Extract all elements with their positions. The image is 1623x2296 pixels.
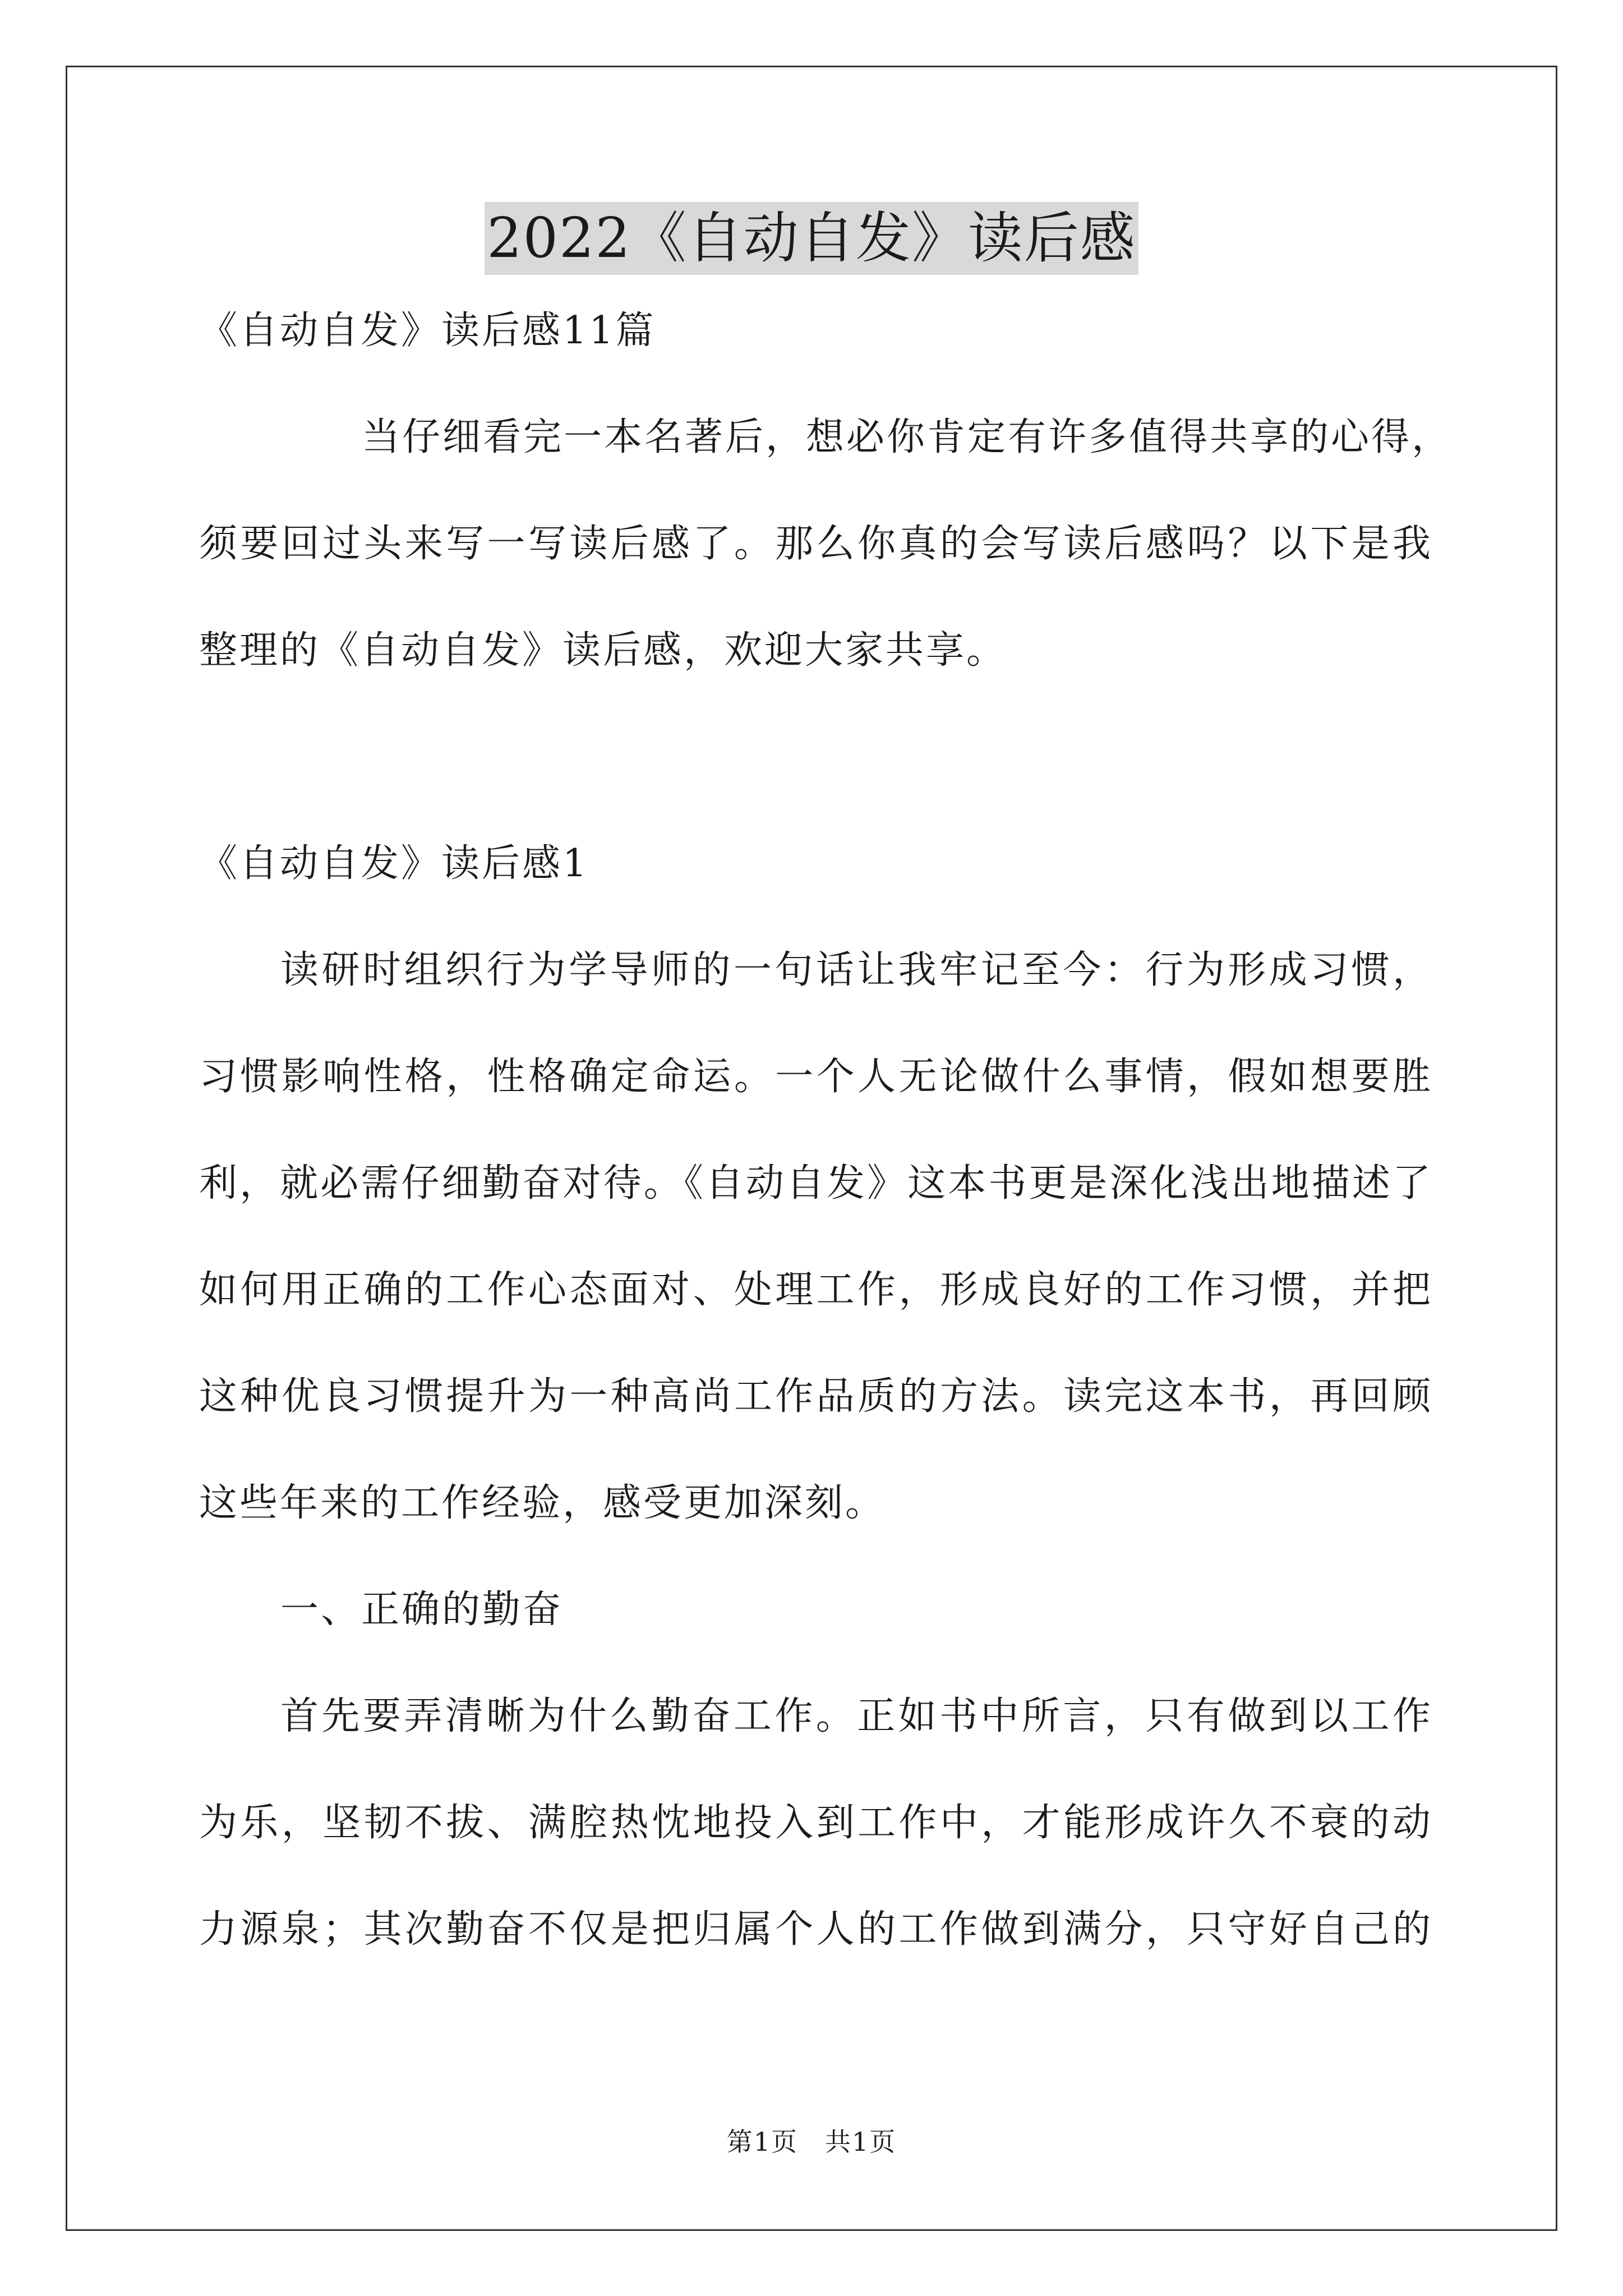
intro-line: 当仔细看完一本名著后，想必你肯定有许多值得共享的心得， [362, 415, 1453, 459]
subheading: 一、正确的勤奋 [280, 1588, 564, 1632]
paragraph-line: 首先要弄清晰为什么勤奋工作。正如书中所言，只有做到以工作 [280, 1694, 1433, 1738]
title-container [0, 202, 1623, 275]
paragraph-line: 读研时组织行为学导师的一句话让我牢记至今：行为形成习惯， [280, 948, 1433, 992]
intro-heading: 《自动自发》读后感11篇 [199, 309, 656, 353]
document-body [199, 303, 1453, 2008]
paragraph-line: 习惯影响性格，性格确定命运。一个人无论做什么事情，假如想要胜 [199, 1055, 1433, 1099]
paragraph-line: 利，就必需仔细勤奋对待。《自动自发》这本书更是深化浅出地描述了 [199, 1161, 1433, 1205]
paragraph-line: 这种优良习惯提升为一种高尚工作品质的方法。读完这本书，再回顾 [199, 1374, 1433, 1419]
paragraph-line: 如何用正确的工作心态面对、处理工作，形成良好的工作习惯，并把 [199, 1268, 1433, 1312]
intro-line: 整理的《自动自发》读后感，欢迎大家共享。 [199, 628, 1007, 673]
paragraph-line: 力源泉；其次勤奋不仅是把归属个人的工作做到满分，只守好自己的 [199, 1907, 1433, 1952]
page-footer: 第1页 共1页 [726, 2127, 897, 2157]
spacer [199, 729, 1433, 836]
paragraph-line: 这些年来的工作经验，感受更加深刻。 [199, 1481, 886, 1525]
section-heading: 《自动自发》读后感1 [199, 841, 589, 886]
paragraph-line: 为乐，坚韧不拔、满腔热忱地投入到工作中，才能形成许久不衰的动 [199, 1801, 1433, 1845]
intro-line: 须要回过头来写一写读后感了。那么你真的会写读后感吗？以下是我 [199, 522, 1433, 566]
document-title: 2022《自动自发》读后感 [485, 202, 1138, 275]
